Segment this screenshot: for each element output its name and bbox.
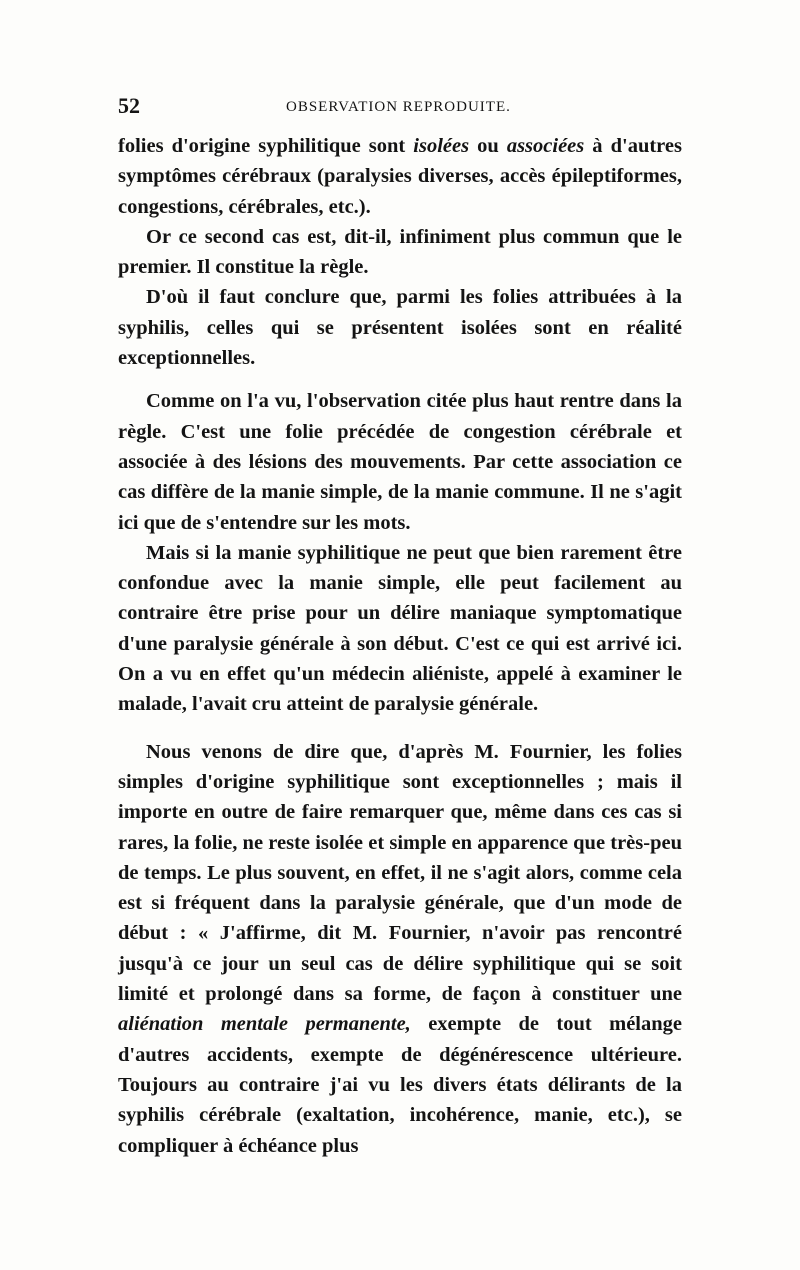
running-title: OBSERVATION REPRODUITE. [286, 99, 511, 115]
paragraph-6 [118, 737, 682, 1161]
paragraph-1-part-3: à d'autres symptômes cérébraux (paralysies diverses, accès épileptiformes, congestions, cérébrales, etc.). [118, 135, 682, 218]
paragraph-1-part-1: folies d'origine syphilitique sont [118, 135, 414, 157]
body-text [118, 131, 682, 1161]
page-number: 52 [118, 93, 140, 118]
paragraph-5: Mais si la manie syphilitique ne peut que bien rarement être confondue avec la manie simple, elle peut facilement au contraire être prise pour un délire maniaque symptomatique d'une paralysie générale à son début. C'est ce qui est arrivé ici. On a vu en effet qu'un médecin aliéniste, appelé à examiner le malade, l'avait cru atteint de paralysie générale. [118, 541, 682, 716]
paragraph-4: Comme on l'a vu, l'observation citée plus haut rentre dans la règle. C'est une folie précédée de congestion cérébrale et associée à des lésions des mouvements. Par cette association ce cas diffère de la manie simple, de la manie commune. Il ne s'agit ici que de s'entendre sur les mots. [118, 390, 682, 534]
paragraph-1-italic-associees: associées [506, 135, 585, 157]
paragraph-2: Or ce second cas est, dit-il, infiniment plus commun que le premier. Il constitue la règle. [118, 225, 682, 279]
paragraph-6-part-1: Nous venons de dire que, d'après M. Fournier, les folies simples d'origine syphilitique sont exceptionnelles ; mais il importe en outre de faire remarquer que, même dans ces cas si rares, la folie, ne reste isolée et simple en apparence que très-peu de temps. Le plus souvent, en effet, il ne s'agit alors, comme cela est si fréquent dans la paralysie générale, que d'un mode de début : « J'affirme, dit M. Fournier, n'avoir pas rencontré jusqu'à ce jour un seul cas de délire syphilitique qui se soit limité et prolongé dans sa forme, de façon à constituer une [118, 740, 682, 1006]
paragraph-1-part-2: ou [469, 135, 507, 157]
paragraph-1 [118, 131, 682, 222]
running-head [118, 94, 678, 118]
paragraph-3: D'où il faut conclure que, parmi les folies attribuées à la syphilis, celles qui se présentent isolées sont en réalité exceptionnelles. [118, 286, 682, 370]
paragraph-6-italic-alienation: aliénation mentale permanente, [118, 1013, 411, 1036]
paragraph-1-italic-isolees: isolées [413, 135, 470, 157]
paragraph-6-part-2: exempte de tout mélange d'autres accidents, exempte de dégénérescence ultérieure. Toujours au contraire j'ai vu les divers états délirants de la syphilis cérébrale (exaltation, incohérence, manie, etc.), se compliquer à échéance plus [118, 1013, 682, 1157]
